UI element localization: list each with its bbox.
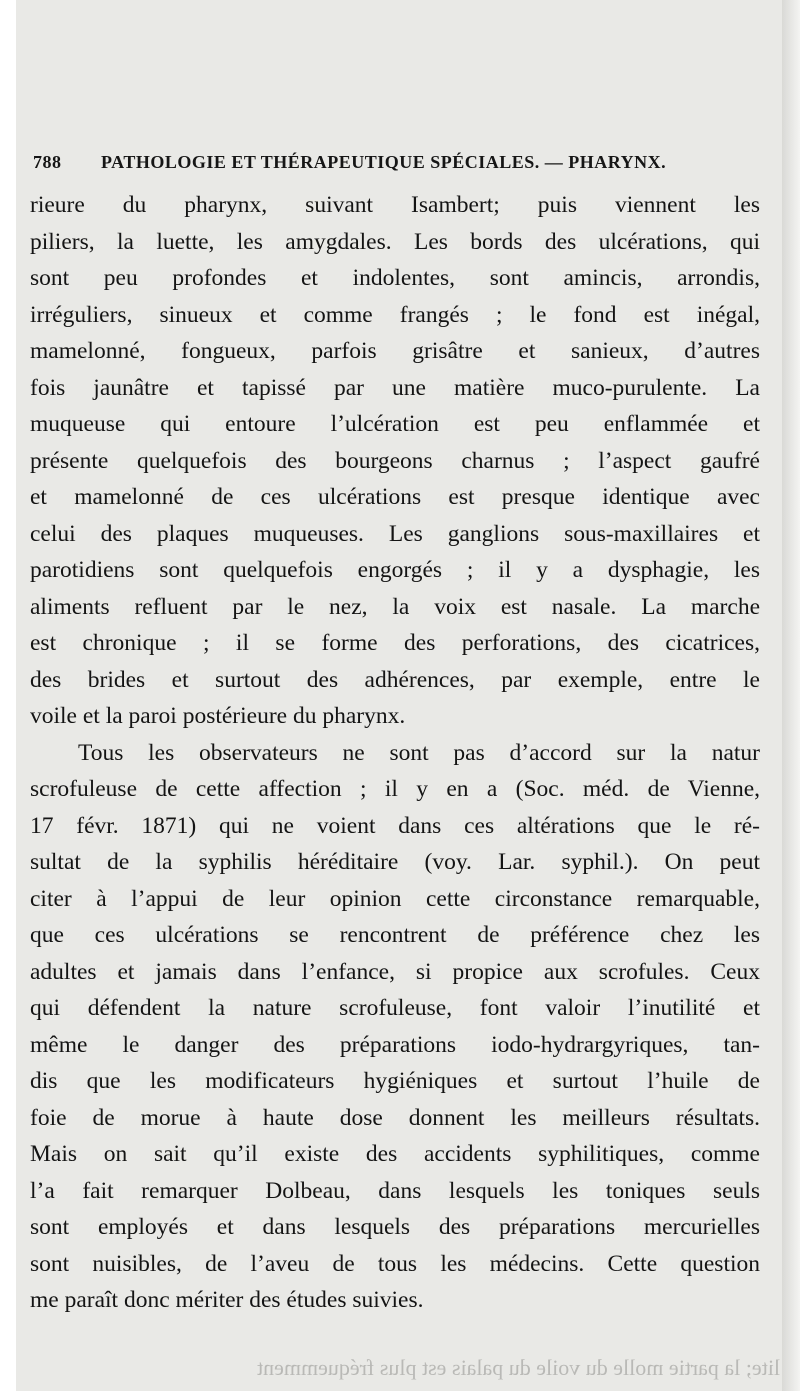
running-header <box>33 152 723 184</box>
text-line: mamelonné, fongueux, parfois grisâtre et sanieux, d’autres <box>30 338 760 364</box>
text-line: et mamelonné de ces ulcérations est presque identique avec <box>30 484 760 510</box>
text-line: aliments refluent par le nez, la voix est nasale. La marche <box>30 593 760 620</box>
text-line: Tous les observateurs ne sont pas d’accord sur la natur <box>78 739 760 766</box>
text-line: des brides et surtout des adhérences, par exemple, entre le <box>30 666 760 693</box>
text-line: muqueuse qui entoure l’ulcération est peu enflammée et <box>30 411 760 437</box>
text-line: présente quelquefois des bourgeons charnus ; l’aspect gaufré <box>30 447 760 474</box>
text-line: Mais on sait qu’il existe des accidents syphilitiques, comme <box>30 1141 760 1167</box>
text-line: sont nuisibles, de l’aveu de tous les médecins. Cette question <box>30 1250 760 1277</box>
text-line: fois jaunâtre et tapissé par une matière muco-purulente. La <box>30 374 760 401</box>
text-line: citer à l’appui de leur opinion cette circonstance remarquable, <box>30 885 760 912</box>
text-line: dis que les modificateurs hygiéniques et surtout l’huile de <box>30 1068 760 1094</box>
text-line: sont employés et dans lesquels des préparations mercurielles <box>30 1214 760 1240</box>
page-edge <box>782 0 800 1391</box>
body-text <box>30 187 760 1319</box>
text-line: sultat de la syphilis héréditaire (voy. Lar. syphil.). On peut <box>30 849 760 875</box>
text-line: 17 févr. 1871) qui ne voient dans ces altérations que le ré- <box>30 812 760 839</box>
text-line: est chronique ; il se forme des perforations, des cicatrices, <box>30 630 760 656</box>
text-line: celui des plaques muqueuses. Les ganglions sous-maxillaires et <box>30 520 760 547</box>
text-line: me paraît donc mériter des études suivies. <box>30 1287 424 1313</box>
text-line: même le danger des préparations iodo-hydrargyriques, tan- <box>30 1031 760 1058</box>
show-through-text: lite; la partie molle du voile du palais est plus fréquemment <box>257 1355 780 1380</box>
text-line: parotidiens sont quelquefois engorgés ; il y a dysphagie, les <box>30 557 760 583</box>
text-line: voile et la paroi postérieure du pharynx. <box>30 703 406 729</box>
text-line: piliers, la luette, les amygdales. Les bords des ulcérations, qui <box>30 228 760 255</box>
paragraph-2 <box>30 735 760 1319</box>
text-line: scrofuleuse de cette affection ; il y en a (Soc. méd. de Vienne, <box>30 776 760 802</box>
text-line: foie de morue à haute dose donnent les meilleurs résultats. <box>30 1104 760 1131</box>
text-line: irréguliers, sinueux et comme frangés ; le fond est inégal, <box>30 301 760 328</box>
text-line: rieure du pharynx, suivant Isambert; puis viennent les <box>30 192 760 218</box>
text-line: qui défendent la nature scrofuleuse, font valoir l’inutilité et <box>30 995 760 1021</box>
running-title: PATHOLOGIE ET THÉRAPEUTIQUE SPÉCIALES. — PHARYNX. <box>101 152 667 172</box>
paragraph-1 <box>30 187 760 735</box>
text-line: sont peu profondes et indolentes, sont amincis, arrondis, <box>30 265 760 291</box>
text-line: l’a fait remarquer Dolbeau, dans lesquels les toniques seuls <box>30 1177 760 1204</box>
page-number: 788 <box>33 152 62 172</box>
text-line: que ces ulcérations se rencontrent de préférence chez les <box>30 922 760 948</box>
text-line: adultes et jamais dans l’enfance, si propice aux scrofules. Ceux <box>30 958 760 985</box>
